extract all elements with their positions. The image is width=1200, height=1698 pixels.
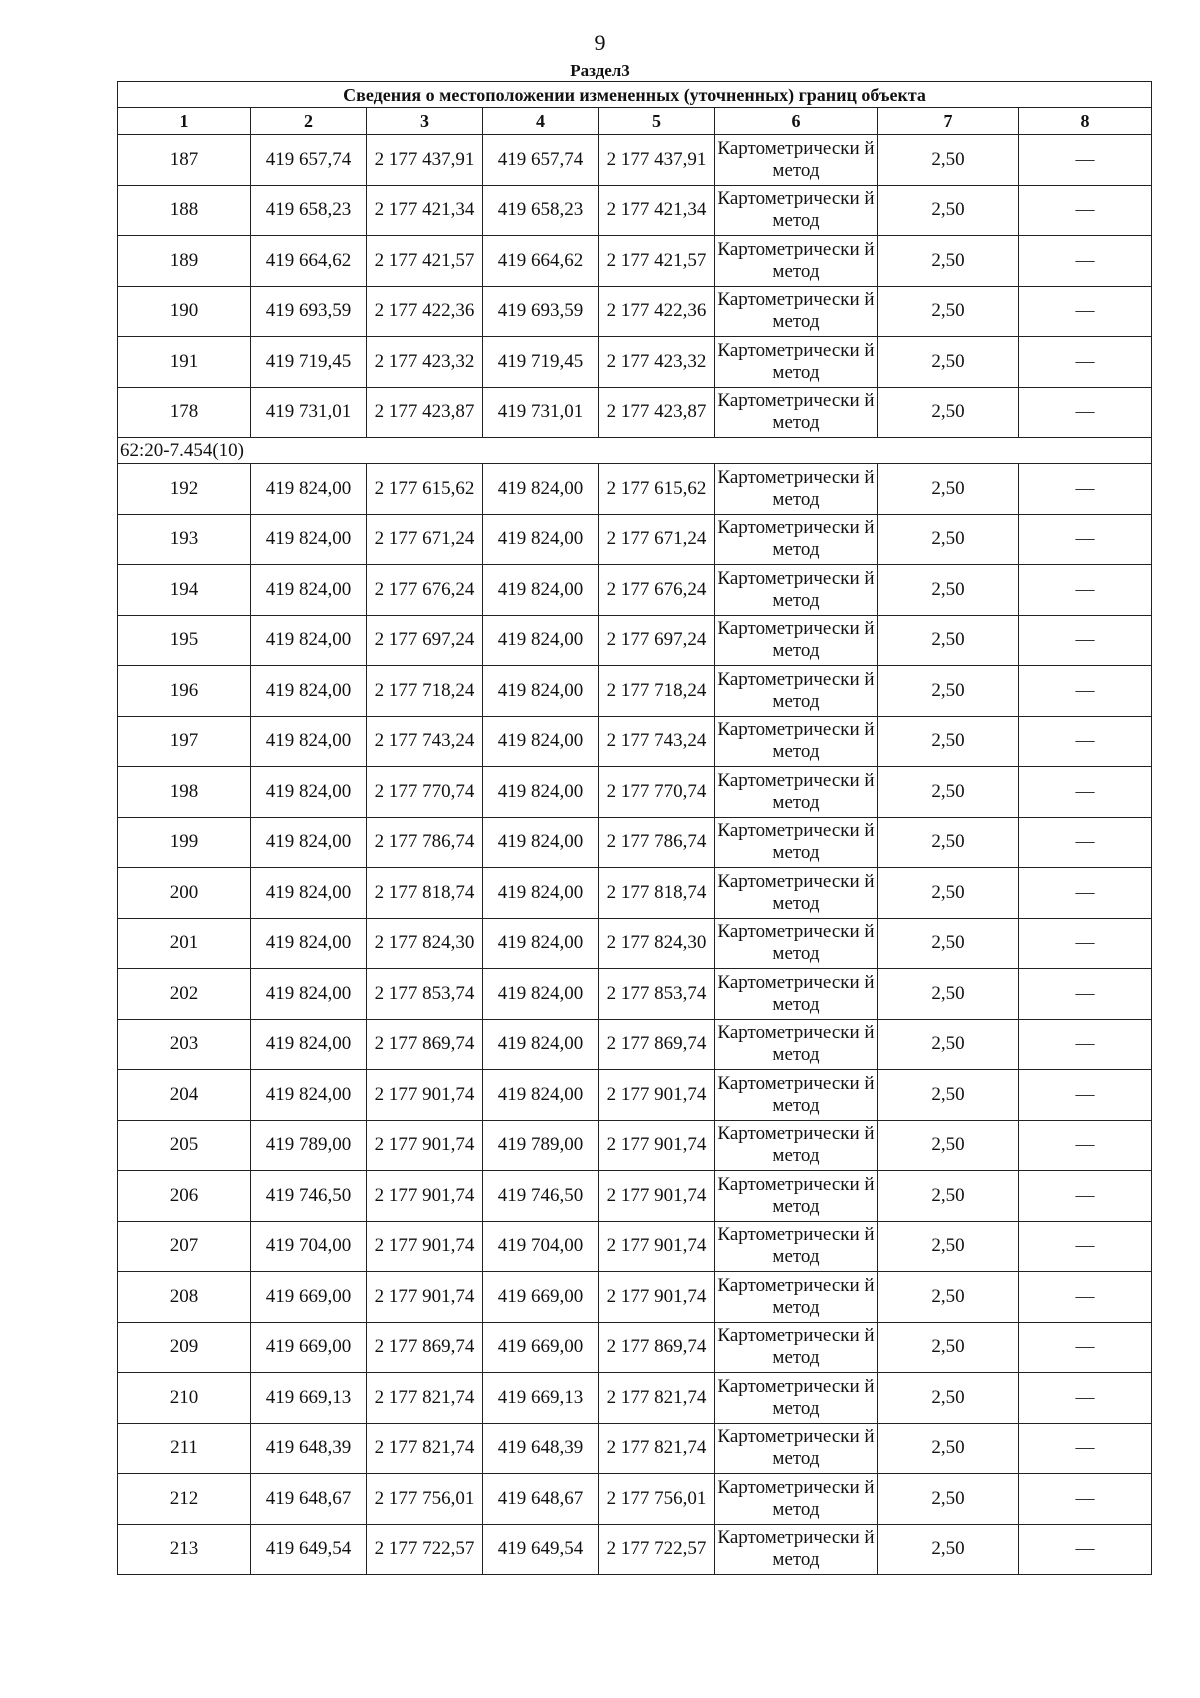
cell-col-3: 2 177 423,87	[367, 387, 483, 438]
table-row	[118, 767, 1152, 818]
cell-col-3: 2 177 901,74	[367, 1272, 483, 1323]
section-title: Раздел3	[570, 61, 630, 80]
method-cell: Картометрически й метод	[715, 286, 878, 337]
cell-col-1: 193	[118, 514, 251, 565]
empty-dash-cell: —	[1019, 464, 1152, 515]
cell-col-7: 2,50	[878, 1120, 1019, 1171]
column-header-1: 1	[118, 108, 251, 135]
method-cell: Картометрически й метод	[715, 1221, 878, 1272]
column-header-5: 5	[599, 108, 715, 135]
cell-col-7: 2,50	[878, 337, 1019, 388]
cell-col-2: 419 704,00	[251, 1221, 367, 1272]
method-cell: Картометрически й метод	[715, 185, 878, 236]
cell-col-5: 2 177 697,24	[599, 615, 715, 666]
method-cell: Картометрически й метод	[715, 565, 878, 616]
cell-col-3: 2 177 821,74	[367, 1423, 483, 1474]
cell-col-1: 213	[118, 1524, 251, 1575]
method-cell: Картометрически й метод	[715, 1019, 878, 1070]
cell-col-4: 419 704,00	[483, 1221, 599, 1272]
cell-col-2: 419 824,00	[251, 464, 367, 515]
method-cell: Картометрически й метод	[715, 464, 878, 515]
cell-col-7: 2,50	[878, 615, 1019, 666]
column-header-7: 7	[878, 108, 1019, 135]
method-cell: Картометрически й метод	[715, 969, 878, 1020]
table-body	[118, 135, 1152, 1575]
cell-col-7: 2,50	[878, 565, 1019, 616]
table-row	[118, 337, 1152, 388]
cell-col-4: 419 824,00	[483, 969, 599, 1020]
table-row	[118, 1423, 1152, 1474]
cell-col-2: 419 731,01	[251, 387, 367, 438]
cell-col-2: 419 669,13	[251, 1373, 367, 1424]
cell-col-3: 2 177 676,24	[367, 565, 483, 616]
cell-col-7: 2,50	[878, 1322, 1019, 1373]
group-label: 62:20-7.454(10)	[118, 438, 1152, 464]
method-cell: Картометрически й метод	[715, 817, 878, 868]
empty-dash-cell: —	[1019, 1474, 1152, 1525]
table-caption: Сведения о местоположении измененных (уточненных) границ объекта	[118, 82, 1152, 108]
cell-col-1: 210	[118, 1373, 251, 1424]
cell-col-7: 2,50	[878, 767, 1019, 818]
empty-dash-cell: —	[1019, 1221, 1152, 1272]
cell-col-2: 419 824,00	[251, 969, 367, 1020]
cell-col-3: 2 177 722,57	[367, 1524, 483, 1575]
cell-col-3: 2 177 786,74	[367, 817, 483, 868]
cell-col-2: 419 693,59	[251, 286, 367, 337]
empty-dash-cell: —	[1019, 185, 1152, 236]
empty-dash-cell: —	[1019, 1423, 1152, 1474]
empty-dash-cell: —	[1019, 868, 1152, 919]
cell-col-7: 2,50	[878, 1423, 1019, 1474]
cell-col-4: 419 648,39	[483, 1423, 599, 1474]
cell-col-5: 2 177 818,74	[599, 868, 715, 919]
cell-col-4: 419 824,00	[483, 464, 599, 515]
cell-col-3: 2 177 422,36	[367, 286, 483, 337]
table-row	[118, 1524, 1152, 1575]
cell-col-7: 2,50	[878, 1070, 1019, 1121]
group-row	[118, 438, 1152, 464]
empty-dash-cell: —	[1019, 565, 1152, 616]
cell-col-4: 419 824,00	[483, 868, 599, 919]
cell-col-1: 188	[118, 185, 251, 236]
cell-col-3: 2 177 770,74	[367, 767, 483, 818]
table-row	[118, 236, 1152, 287]
table-row	[118, 387, 1152, 438]
empty-dash-cell: —	[1019, 666, 1152, 717]
cell-col-2: 419 669,00	[251, 1322, 367, 1373]
boundary-coordinates-table	[117, 81, 1152, 1575]
cell-col-3: 2 177 818,74	[367, 868, 483, 919]
cell-col-1: 189	[118, 236, 251, 287]
cell-col-4: 419 658,23	[483, 185, 599, 236]
cell-col-5: 2 177 901,74	[599, 1171, 715, 1222]
cell-col-5: 2 177 756,01	[599, 1474, 715, 1525]
cell-col-1: 201	[118, 918, 251, 969]
cell-col-5: 2 177 901,74	[599, 1272, 715, 1323]
cell-col-1: 192	[118, 464, 251, 515]
empty-dash-cell: —	[1019, 767, 1152, 818]
cell-col-4: 419 649,54	[483, 1524, 599, 1575]
cell-col-5: 2 177 423,87	[599, 387, 715, 438]
cell-col-1: 199	[118, 817, 251, 868]
cell-col-5: 2 177 423,32	[599, 337, 715, 388]
cell-col-4: 419 824,00	[483, 514, 599, 565]
empty-dash-cell: —	[1019, 615, 1152, 666]
cell-col-4: 419 824,00	[483, 817, 599, 868]
cell-col-2: 419 648,39	[251, 1423, 367, 1474]
cell-col-1: 187	[118, 135, 251, 186]
cell-col-3: 2 177 421,57	[367, 236, 483, 287]
empty-dash-cell: —	[1019, 387, 1152, 438]
cell-col-5: 2 177 718,24	[599, 666, 715, 717]
method-cell: Картометрически й метод	[715, 1524, 878, 1575]
table-row	[118, 868, 1152, 919]
method-cell: Картометрически й метод	[715, 1474, 878, 1525]
empty-dash-cell: —	[1019, 918, 1152, 969]
cell-col-3: 2 177 869,74	[367, 1322, 483, 1373]
cell-col-3: 2 177 421,34	[367, 185, 483, 236]
cell-col-4: 419 731,01	[483, 387, 599, 438]
method-cell: Картометрически й метод	[715, 615, 878, 666]
cell-col-1: 206	[118, 1171, 251, 1222]
cell-col-1: 208	[118, 1272, 251, 1323]
cell-col-4: 419 824,00	[483, 1019, 599, 1070]
cell-col-7: 2,50	[878, 185, 1019, 236]
cell-col-3: 2 177 901,74	[367, 1070, 483, 1121]
cell-col-1: 191	[118, 337, 251, 388]
cell-col-5: 2 177 422,36	[599, 286, 715, 337]
cell-col-7: 2,50	[878, 1019, 1019, 1070]
cell-col-7: 2,50	[878, 666, 1019, 717]
table-row	[118, 1070, 1152, 1121]
method-cell: Картометрически й метод	[715, 236, 878, 287]
cell-col-1: 205	[118, 1120, 251, 1171]
method-cell: Картометрически й метод	[715, 918, 878, 969]
empty-dash-cell: —	[1019, 1524, 1152, 1575]
cell-col-2: 419 824,00	[251, 565, 367, 616]
empty-dash-cell: —	[1019, 716, 1152, 767]
cell-col-5: 2 177 786,74	[599, 817, 715, 868]
cell-col-5: 2 177 437,91	[599, 135, 715, 186]
empty-dash-cell: —	[1019, 236, 1152, 287]
cell-col-7: 2,50	[878, 1272, 1019, 1323]
cell-col-5: 2 177 869,74	[599, 1322, 715, 1373]
cell-col-1: 190	[118, 286, 251, 337]
cell-col-5: 2 177 421,34	[599, 185, 715, 236]
table-row	[118, 1120, 1152, 1171]
cell-col-5: 2 177 743,24	[599, 716, 715, 767]
cell-col-5: 2 177 676,24	[599, 565, 715, 616]
cell-col-5: 2 177 821,74	[599, 1423, 715, 1474]
cell-col-2: 419 648,67	[251, 1474, 367, 1525]
cell-col-2: 419 669,00	[251, 1272, 367, 1323]
method-cell: Картометрически й метод	[715, 337, 878, 388]
cell-col-2: 419 824,00	[251, 514, 367, 565]
cell-col-4: 419 664,62	[483, 236, 599, 287]
table-row	[118, 464, 1152, 515]
cell-col-5: 2 177 853,74	[599, 969, 715, 1020]
table-row	[118, 1373, 1152, 1424]
cell-col-5: 2 177 722,57	[599, 1524, 715, 1575]
table-row	[118, 185, 1152, 236]
cell-col-1: 203	[118, 1019, 251, 1070]
cell-col-3: 2 177 697,24	[367, 615, 483, 666]
cell-col-2: 419 664,62	[251, 236, 367, 287]
cell-col-2: 419 824,00	[251, 868, 367, 919]
cell-col-4: 419 824,00	[483, 1070, 599, 1121]
cell-col-5: 2 177 421,57	[599, 236, 715, 287]
empty-dash-cell: —	[1019, 337, 1152, 388]
method-cell: Картометрически й метод	[715, 1171, 878, 1222]
cell-col-4: 419 719,45	[483, 337, 599, 388]
method-cell: Картометрически й метод	[715, 514, 878, 565]
cell-col-2: 419 789,00	[251, 1120, 367, 1171]
cell-col-4: 419 824,00	[483, 565, 599, 616]
cell-col-3: 2 177 901,74	[367, 1120, 483, 1171]
table-row	[118, 1019, 1152, 1070]
cell-col-2: 419 746,50	[251, 1171, 367, 1222]
column-header-6: 6	[715, 108, 878, 135]
cell-col-1: 211	[118, 1423, 251, 1474]
table-row	[118, 615, 1152, 666]
cell-col-4: 419 648,67	[483, 1474, 599, 1525]
method-cell: Картометрически й метод	[715, 1373, 878, 1424]
cell-col-3: 2 177 901,74	[367, 1171, 483, 1222]
column-header-8: 8	[1019, 108, 1152, 135]
cell-col-4: 419 824,00	[483, 918, 599, 969]
cell-col-3: 2 177 671,24	[367, 514, 483, 565]
table-row	[118, 1171, 1152, 1222]
cell-col-5: 2 177 824,30	[599, 918, 715, 969]
cell-col-7: 2,50	[878, 286, 1019, 337]
cell-col-7: 2,50	[878, 716, 1019, 767]
cell-col-5: 2 177 671,24	[599, 514, 715, 565]
cell-col-7: 2,50	[878, 236, 1019, 287]
cell-col-2: 419 824,00	[251, 615, 367, 666]
cell-col-7: 2,50	[878, 868, 1019, 919]
empty-dash-cell: —	[1019, 1171, 1152, 1222]
column-header-3: 3	[367, 108, 483, 135]
cell-col-7: 2,50	[878, 464, 1019, 515]
cell-col-5: 2 177 615,62	[599, 464, 715, 515]
cell-col-2: 419 824,00	[251, 1019, 367, 1070]
cell-col-4: 419 669,13	[483, 1373, 599, 1424]
cell-col-4: 419 669,00	[483, 1272, 599, 1323]
cell-col-2: 419 719,45	[251, 337, 367, 388]
method-cell: Картометрически й метод	[715, 1423, 878, 1474]
cell-col-4: 419 824,00	[483, 767, 599, 818]
table-row	[118, 716, 1152, 767]
empty-dash-cell: —	[1019, 969, 1152, 1020]
cell-col-7: 2,50	[878, 1221, 1019, 1272]
cell-col-2: 419 824,00	[251, 767, 367, 818]
column-number-row	[118, 108, 1152, 135]
cell-col-4: 419 824,00	[483, 666, 599, 717]
cell-col-2: 419 824,00	[251, 817, 367, 868]
empty-dash-cell: —	[1019, 1019, 1152, 1070]
cell-col-3: 2 177 743,24	[367, 716, 483, 767]
cell-col-3: 2 177 853,74	[367, 969, 483, 1020]
cell-col-2: 419 824,00	[251, 666, 367, 717]
cell-col-1: 212	[118, 1474, 251, 1525]
cell-col-3: 2 177 901,74	[367, 1221, 483, 1272]
cell-col-4: 419 693,59	[483, 286, 599, 337]
cell-col-4: 419 669,00	[483, 1322, 599, 1373]
empty-dash-cell: —	[1019, 817, 1152, 868]
cell-col-2: 419 649,54	[251, 1524, 367, 1575]
cell-col-7: 2,50	[878, 817, 1019, 868]
method-cell: Картометрически й метод	[715, 1070, 878, 1121]
cell-col-1: 196	[118, 666, 251, 717]
cell-col-3: 2 177 756,01	[367, 1474, 483, 1525]
table-row	[118, 817, 1152, 868]
cell-col-4: 419 824,00	[483, 615, 599, 666]
method-cell: Картометрически й метод	[715, 1120, 878, 1171]
cell-col-1: 209	[118, 1322, 251, 1373]
column-header-4: 4	[483, 108, 599, 135]
empty-dash-cell: —	[1019, 514, 1152, 565]
cell-col-1: 194	[118, 565, 251, 616]
cell-col-7: 2,50	[878, 387, 1019, 438]
cell-col-1: 202	[118, 969, 251, 1020]
method-cell: Картометрически й метод	[715, 767, 878, 818]
cell-col-5: 2 177 821,74	[599, 1373, 715, 1424]
empty-dash-cell: —	[1019, 1272, 1152, 1323]
cell-col-1: 195	[118, 615, 251, 666]
cell-col-7: 2,50	[878, 918, 1019, 969]
table-row	[118, 969, 1152, 1020]
table-row	[118, 918, 1152, 969]
cell-col-3: 2 177 437,91	[367, 135, 483, 186]
cell-col-1: 198	[118, 767, 251, 818]
empty-dash-cell: —	[1019, 135, 1152, 186]
empty-dash-cell: —	[1019, 1373, 1152, 1424]
method-cell: Картометрически й метод	[715, 666, 878, 717]
cell-col-1: 204	[118, 1070, 251, 1121]
method-cell: Картометрически й метод	[715, 387, 878, 438]
cell-col-3: 2 177 423,32	[367, 337, 483, 388]
cell-col-1: 178	[118, 387, 251, 438]
cell-col-2: 419 824,00	[251, 918, 367, 969]
table-row	[118, 135, 1152, 186]
cell-col-1: 197	[118, 716, 251, 767]
empty-dash-cell: —	[1019, 1070, 1152, 1121]
table-row	[118, 565, 1152, 616]
cell-col-3: 2 177 718,24	[367, 666, 483, 717]
cell-col-7: 2,50	[878, 1373, 1019, 1424]
table-row	[118, 286, 1152, 337]
cell-col-5: 2 177 901,74	[599, 1221, 715, 1272]
method-cell: Картометрически й метод	[715, 1322, 878, 1373]
method-cell: Картометрически й метод	[715, 868, 878, 919]
method-cell: Картометрически й метод	[715, 1272, 878, 1323]
cell-col-2: 419 824,00	[251, 1070, 367, 1121]
table-row	[118, 1272, 1152, 1323]
cell-col-2: 419 658,23	[251, 185, 367, 236]
cell-col-7: 2,50	[878, 1474, 1019, 1525]
table-row	[118, 1322, 1152, 1373]
table-row	[118, 666, 1152, 717]
cell-col-2: 419 824,00	[251, 716, 367, 767]
cell-col-5: 2 177 901,74	[599, 1070, 715, 1121]
empty-dash-cell: —	[1019, 286, 1152, 337]
empty-dash-cell: —	[1019, 1120, 1152, 1171]
column-header-2: 2	[251, 108, 367, 135]
cell-col-3: 2 177 615,62	[367, 464, 483, 515]
method-cell: Картометрически й метод	[715, 716, 878, 767]
empty-dash-cell: —	[1019, 1322, 1152, 1373]
cell-col-1: 200	[118, 868, 251, 919]
cell-col-7: 2,50	[878, 514, 1019, 565]
cell-col-4: 419 746,50	[483, 1171, 599, 1222]
cell-col-5: 2 177 869,74	[599, 1019, 715, 1070]
cell-col-7: 2,50	[878, 1524, 1019, 1575]
cell-col-7: 2,50	[878, 969, 1019, 1020]
table-row	[118, 514, 1152, 565]
method-cell: Картометрически й метод	[715, 135, 878, 186]
cell-col-1: 207	[118, 1221, 251, 1272]
cell-col-4: 419 657,74	[483, 135, 599, 186]
cell-col-3: 2 177 824,30	[367, 918, 483, 969]
cell-col-5: 2 177 901,74	[599, 1120, 715, 1171]
table-row	[118, 1474, 1152, 1525]
page-number: 9	[594, 30, 606, 55]
cell-col-7: 2,50	[878, 1171, 1019, 1222]
cell-col-5: 2 177 770,74	[599, 767, 715, 818]
cell-col-4: 419 789,00	[483, 1120, 599, 1171]
cell-col-4: 419 824,00	[483, 716, 599, 767]
cell-col-3: 2 177 869,74	[367, 1019, 483, 1070]
cell-col-3: 2 177 821,74	[367, 1373, 483, 1424]
cell-col-7: 2,50	[878, 135, 1019, 186]
cell-col-2: 419 657,74	[251, 135, 367, 186]
table-row	[118, 1221, 1152, 1272]
